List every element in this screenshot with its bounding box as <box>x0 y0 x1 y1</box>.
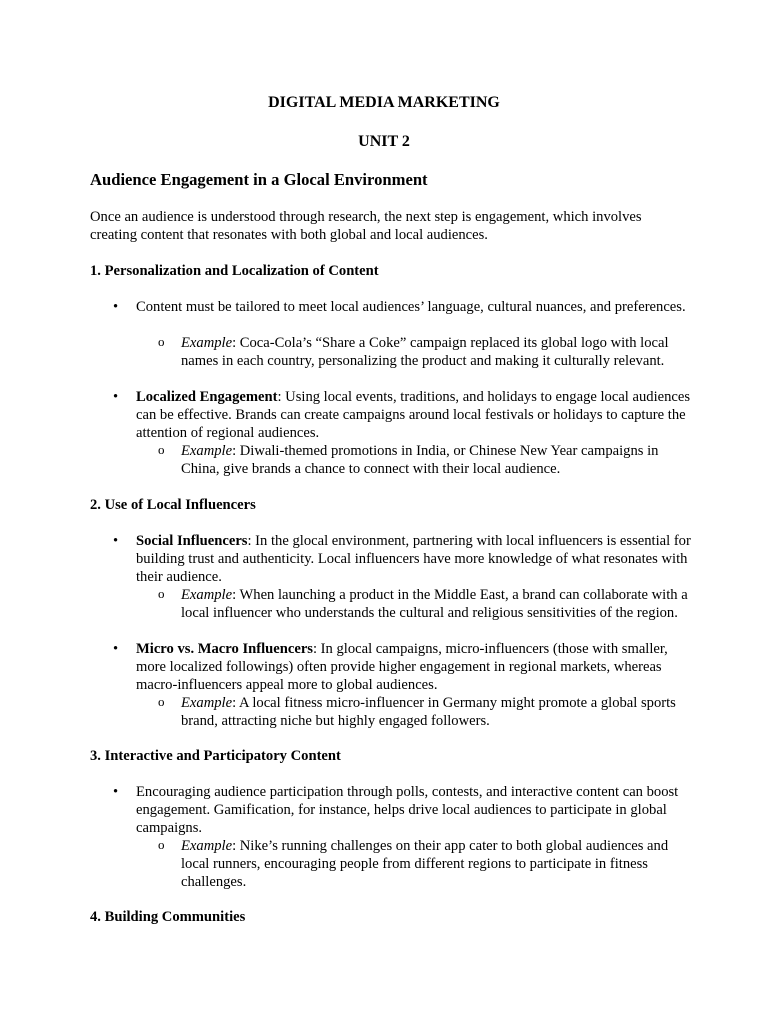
example-text: : When launching a product in the Middle East, a brand can collaborate with a local influencer who understands the cultural and religious sensitivities of the region. <box>181 587 688 621</box>
example-text: : Coca-Cola’s “Share a Coke” campaign replaced its global logo with local names in each country, personalizing the product and making it culturally relevant. <box>181 335 669 369</box>
example-text: : Nike’s running challenges on their app cater to both global audiences and local runners, encouraging people from different regions to participate in fitness challenges. <box>181 838 669 890</box>
sub-bullet-item <box>158 694 691 730</box>
example-text: : Diwali-themed promotions in India, or Chinese New Year campaigns in China, give brands a chance to connect with their local audience. <box>181 443 659 477</box>
subsection-title-2: 2. Use of Local Influencers <box>90 497 256 513</box>
bullet-item <box>113 640 696 694</box>
bullet-bold-term: Micro vs. Macro Influencers <box>136 641 313 657</box>
sub-bullet-icon: o <box>158 694 165 709</box>
subsection-title-1: 1. Personalization and Localization of Content <box>90 263 379 279</box>
bullet-text: : In glocal campaigns, micro-influencers (those with smaller, more localized followings) often provide higher engagement in regional markets, whereas macro-influencers appeal more to global audiences. <box>136 641 668 693</box>
bullet-icon: • <box>113 389 119 405</box>
intro-paragraph: Once an audience is understood through research, the next step is engagement, which involves creating content that resonates with both global and local audiences. <box>90 209 642 243</box>
bullet-icon: • <box>113 533 119 549</box>
bullet-bold-term: Social Influencers <box>136 533 248 549</box>
example-text: : A local fitness micro-influencer in Germany might promote a global sports brand, attracting niche but highly engaged followers. <box>181 695 676 729</box>
bullet-icon: • <box>113 784 119 800</box>
bullet-item <box>113 298 696 316</box>
example-label: Example <box>181 695 233 711</box>
bullet-item <box>113 783 696 837</box>
example-label: Example <box>181 587 233 603</box>
example-label: Example <box>181 838 233 854</box>
bullet-bold-term: Localized Engagement <box>136 389 278 405</box>
example-label: Example <box>181 443 233 459</box>
bullet-text: Encouraging audience participation through polls, contests, and interactive content can boost engagement. Gamification, for instance, helps drive local audiences to participate in global campaigns. <box>136 784 679 836</box>
sub-bullet-icon: o <box>158 334 165 349</box>
sub-bullet-item <box>158 837 691 891</box>
sub-bullet-icon: o <box>158 586 165 601</box>
sub-bullet-item <box>158 334 691 370</box>
bullet-icon: • <box>113 299 119 315</box>
sub-bullet-item <box>158 586 691 622</box>
bullet-icon: • <box>113 641 119 657</box>
bullet-item <box>113 388 696 442</box>
sub-bullet-icon: o <box>158 837 165 852</box>
bullet-text: : Using local events, traditions, and holidays to engage local audiences can be effective. Brands can create campaigns around local festivals or holidays to capture the attention of regional audiences. <box>136 389 691 441</box>
bullet-text: : In the glocal environment, partnering with local influencers is essential for building trust and authenticity. Local influencers have more knowledge of what resonates with their audience. <box>136 533 691 585</box>
unit-label: UNIT 2 <box>358 133 410 150</box>
example-label: Example <box>181 335 233 351</box>
sub-bullet-item <box>158 442 691 478</box>
document-title: DIGITAL MEDIA MARKETING <box>268 94 500 111</box>
subsection-title-3: 3. Interactive and Participatory Content <box>90 748 341 764</box>
section-heading: Audience Engagement in a Glocal Environment <box>90 170 428 189</box>
subsection-title-4: 4. Building Communities <box>90 909 246 925</box>
bullet-text: Content must be tailored to meet local audiences’ language, cultural nuances, and preferences. <box>136 299 686 315</box>
bullet-item <box>113 532 696 586</box>
sub-bullet-icon: o <box>158 442 165 457</box>
